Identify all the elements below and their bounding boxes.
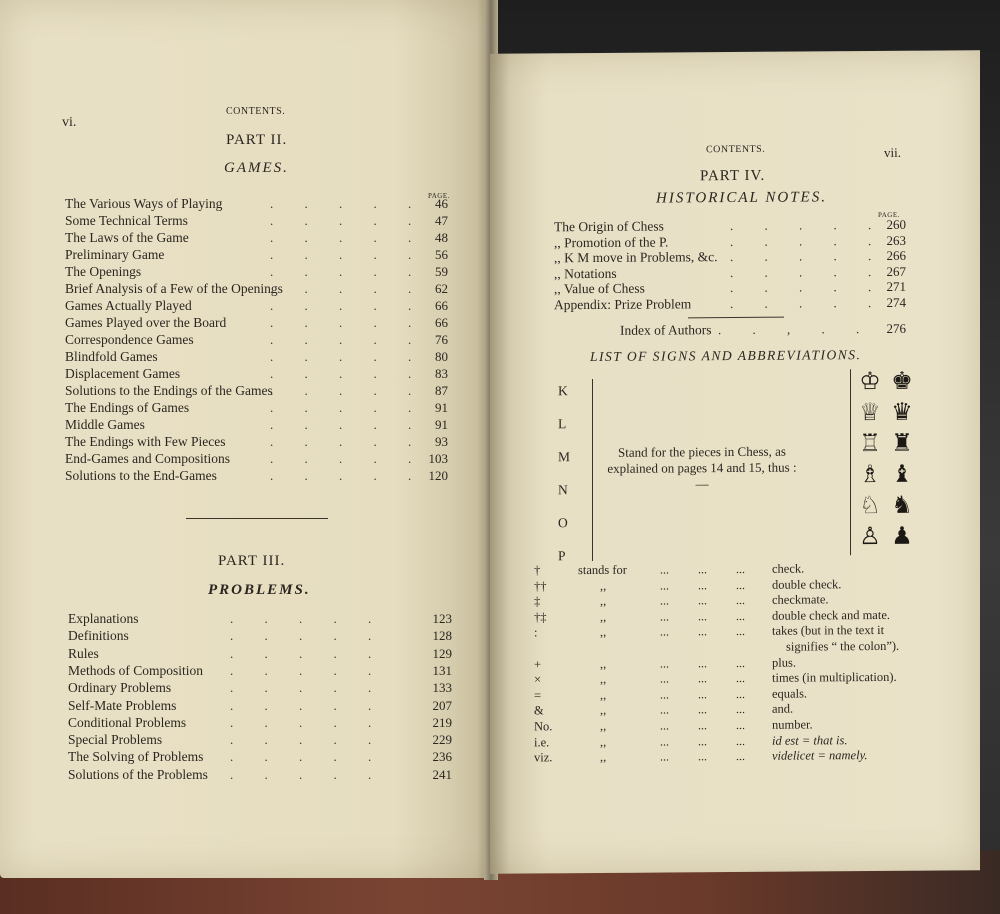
toc-entry-label: Conditional Problems: [68, 714, 187, 730]
toc-leader-dots: . . . . .: [230, 628, 386, 644]
toc-entry-page: 66: [435, 298, 448, 313]
sign-stands-for: ,,: [600, 656, 607, 671]
white-piece-icon: ♙: [859, 523, 881, 551]
toc-entry-page: 56: [435, 247, 448, 262]
toc-entry-page: 229: [432, 732, 452, 748]
pieces-bracket-line: [850, 369, 851, 555]
sign-ellipsis: ...: [736, 608, 745, 623]
toc-leader-dots: . . . . .: [230, 749, 386, 765]
toc-entry-page: 219: [432, 714, 452, 730]
toc-entry-label: ,, Promotion of the P.: [554, 233, 669, 250]
sign-ellipsis: ...: [660, 671, 669, 686]
toc-entry-label: Blindfold Games: [65, 349, 158, 364]
toc-entry-page: 66: [435, 315, 448, 330]
toc-entry-label: Solutions to the Endings of the Games: [65, 383, 273, 398]
sign-ellipsis: ...: [698, 562, 707, 577]
toc-entry-label: Some Technical Terms: [65, 213, 188, 228]
sign-stands-for: ,,: [600, 750, 607, 765]
toc-entry-label: Special Problems: [68, 732, 163, 748]
toc-entry-label: Rules: [68, 645, 99, 661]
toc-entry-label: Solutions of the Problems: [68, 766, 208, 782]
toc-leader-dots: . . . . .: [270, 315, 426, 330]
toc-leader-dots: . . . . .: [270, 298, 426, 313]
sign-meaning: and.: [772, 701, 794, 717]
index-leader-dots: . . , . .: [718, 321, 874, 338]
toc-entry-page: 133: [432, 680, 452, 696]
white-piece-icon: ♘: [859, 492, 881, 520]
sign-symbol: &: [534, 703, 544, 718]
toc-entry-label: ,, Value of Chess: [554, 280, 645, 297]
sign-ellipsis: ...: [660, 702, 669, 717]
sign-ellipsis: ...: [698, 686, 707, 702]
black-piece-icon: ♝: [891, 461, 913, 488]
toc-leader-dots: . . . . .: [230, 645, 386, 661]
piece-letter: M: [558, 449, 571, 465]
toc-leader-dots: . . . . .: [270, 451, 426, 466]
historical-notes-heading: HISTORICAL NOTES.: [656, 189, 827, 207]
black-piece-icon: ♜: [891, 430, 913, 457]
running-header-left: CONTENTS.: [226, 106, 286, 117]
toc-entry-page: 87: [435, 383, 448, 398]
sign-ellipsis: ...: [736, 671, 745, 686]
sign-ellipsis: ...: [698, 702, 707, 717]
index-divider: [688, 317, 784, 319]
toc-leader-dots: . . . . .: [270, 434, 426, 449]
sign-meaning: id est = that is.: [772, 732, 848, 748]
toc-entry-page: 80: [435, 349, 448, 364]
sign-ellipsis: ...: [736, 624, 745, 639]
black-piece-icon: ♛: [891, 399, 913, 426]
toc-entry-label: Self-Mate Problems: [68, 697, 177, 713]
toc-leader-dots: . . . . .: [270, 383, 426, 398]
sign-stands-for: ,,: [600, 687, 607, 702]
sign-ellipsis: ...: [660, 578, 669, 593]
problems-heading: PROBLEMS.: [208, 582, 311, 598]
sign-symbol: †‡: [534, 610, 547, 625]
page-number-right: vii.: [884, 144, 901, 160]
toc-leader-dots: . . . . .: [730, 216, 886, 234]
index-entry-page: 276: [886, 320, 906, 336]
toc-leader-dots: . . . . .: [730, 232, 886, 249]
toc-entry-page: 47: [435, 213, 448, 228]
toc-entry-label: Brief Analysis of a Few of the Openings: [65, 281, 283, 296]
toc-leader-dots: . . . . .: [230, 611, 386, 626]
sign-meaning: signifies “ the colon”).: [786, 638, 900, 654]
sign-stands-for: ,,: [600, 672, 607, 687]
piece-letter: K: [558, 383, 568, 399]
toc-entry-label: Correspondence Games: [65, 332, 194, 347]
toc-entry-page: 260: [886, 216, 906, 232]
sign-ellipsis: ...: [736, 717, 745, 732]
toc-entry-label: The Openings: [65, 264, 142, 279]
sign-stands-for: ,,: [600, 718, 607, 733]
section-divider: [186, 518, 328, 519]
toc-leader-dots: . . . . .: [730, 294, 886, 311]
sign-ellipsis: ...: [736, 733, 745, 748]
sign-meaning: number.: [772, 717, 813, 732]
sign-stands-for: ,,: [600, 578, 607, 593]
sign-symbol: =: [534, 688, 542, 703]
toc-entry-page: 76: [435, 332, 448, 347]
toc-entry-page: 123: [432, 611, 452, 626]
letters-bracket-line: [592, 379, 593, 561]
sign-ellipsis: ...: [698, 608, 707, 624]
toc-entry-page: 83: [435, 366, 448, 381]
page-number-left: vi.: [62, 115, 77, 130]
toc-entry-label: Ordinary Problems: [68, 680, 172, 696]
toc-leader-dots: . . . . .: [730, 247, 886, 265]
toc-entry-label: Explanations: [68, 611, 139, 626]
toc-leader-dots: . . . . .: [270, 230, 426, 245]
sign-ellipsis: ...: [660, 734, 669, 749]
toc-leader-dots: . . . . .: [270, 400, 426, 415]
sign-meaning: double check and mate.: [772, 607, 891, 623]
toc-entry-page: 267: [886, 263, 906, 279]
toc-leader-dots: . . . . .: [230, 732, 386, 748]
sign-stands-for: ,,: [600, 734, 607, 749]
black-piece-icon: ♚: [891, 368, 913, 395]
sign-ellipsis: ...: [736, 561, 745, 576]
toc-entry-page: 46: [435, 196, 448, 211]
toc-leader-dots: . . . . .: [270, 468, 426, 483]
white-piece-icon: ♕: [859, 399, 881, 427]
sign-ellipsis: ...: [698, 718, 707, 733]
toc-entry-page: 207: [432, 697, 452, 713]
toc-entry-label: The Solving of Problems: [68, 749, 204, 765]
white-piece-icon: ♖: [859, 430, 881, 458]
toc-leader-dots: . . . . .: [230, 766, 386, 782]
sign-ellipsis: ...: [698, 749, 707, 764]
toc-entry-label: Games Actually Played: [65, 298, 192, 313]
toc-entry-page: 128: [432, 628, 452, 644]
toc-entry-label: The Origin of Chess: [554, 218, 664, 235]
toc-entry-page: 91: [435, 400, 448, 415]
toc-leader-dots: . . . . .: [270, 196, 426, 211]
toc-leader-dots: . . . . .: [230, 680, 386, 696]
sign-symbol: :: [534, 625, 538, 640]
sign-ellipsis: ...: [660, 656, 669, 671]
sign-ellipsis: ...: [660, 624, 669, 639]
sign-ellipsis: ...: [736, 749, 745, 764]
toc-entry-label: Games Played over the Board: [65, 315, 227, 330]
toc-entry-label: Preliminary Game: [65, 247, 165, 262]
sign-stands-for: ,,: [600, 703, 607, 718]
sign-stands-for: ,,: [600, 609, 607, 624]
sign-ellipsis: ...: [698, 655, 707, 670]
toc-leader-dots: . . . . .: [230, 697, 386, 713]
page-column-label: PAGE.: [428, 192, 450, 200]
sign-meaning: checkmate.: [772, 592, 829, 607]
toc-entry-page: 91: [435, 417, 448, 432]
sign-ellipsis: ...: [736, 702, 745, 717]
toc-entry-page: 93: [435, 434, 448, 449]
sign-meaning: plus.: [772, 655, 796, 670]
sign-symbol: i.e.: [534, 734, 550, 749]
toc-entry-label: Solutions to the End-Games: [65, 468, 217, 483]
sign-ellipsis: ...: [698, 624, 707, 639]
piece-letter: L: [558, 416, 567, 432]
toc-leader-dots: . . . . .: [270, 264, 426, 279]
sign-meaning: double check.: [772, 576, 842, 592]
games-heading: GAMES.: [224, 160, 289, 176]
toc-entry-page: 131: [432, 662, 452, 678]
toc-leader-dots: . . . . .: [270, 366, 426, 381]
sign-stands-for: ,,: [600, 625, 607, 640]
part-ii-title: PART II.: [226, 132, 288, 148]
toc-leader-dots: . . . . .: [270, 247, 426, 262]
toc-entry-label: The Laws of the Game: [65, 230, 189, 245]
toc-leader-dots: . . . . .: [270, 281, 426, 296]
sign-meaning: check.: [772, 561, 805, 576]
toc-entry-label: Appendix: Prize Problem: [554, 295, 692, 312]
toc-leader-dots: . . . . .: [230, 662, 386, 678]
toc-entry-label: The Endings of Games: [65, 400, 190, 415]
black-piece-icon: ♞: [891, 492, 913, 519]
running-header-right: CONTENTS.: [706, 143, 766, 156]
sign-symbol: No.: [534, 719, 553, 734]
toc-entry-page: 236: [432, 749, 452, 765]
sign-ellipsis: ...: [660, 718, 669, 733]
signs-heading: LIST OF SIGNS AND ABBREVIATIONS.: [590, 347, 862, 365]
toc-entry-page: 271: [886, 278, 906, 294]
toc-leader-dots: . . . . .: [270, 332, 426, 347]
toc-entry-page: 59: [435, 264, 448, 279]
sign-stands-for: stands for: [578, 562, 627, 578]
toc-entry-page: 48: [435, 230, 448, 245]
sign-meaning: takes (but in the text it: [772, 623, 885, 639]
toc-entry-label: End-Games and Compositions: [65, 451, 230, 466]
toc-leader-dots: . . . . .: [270, 213, 426, 228]
right-page: [490, 50, 980, 873]
black-piece-icon: ♟: [891, 523, 913, 550]
sign-symbol: ×: [534, 672, 542, 687]
sign-symbol: ‡: [534, 594, 541, 609]
toc-entry-label: Definitions: [68, 628, 129, 644]
sign-ellipsis: ...: [660, 562, 669, 577]
toc-leader-dots: . . . . .: [730, 263, 886, 280]
sign-stands-for: ,,: [600, 594, 607, 609]
toc-leader-dots: . . . . .: [230, 714, 386, 730]
toc-entry-label: Methods of Composition: [68, 662, 204, 678]
toc-entry-label: ,, Notations: [554, 265, 617, 281]
toc-entry-label: The Endings with Few Pieces: [65, 434, 226, 449]
sign-symbol: +: [534, 656, 542, 671]
part-iv-title: PART IV.: [700, 167, 766, 185]
toc-entry-page: 266: [886, 247, 906, 263]
sign-meaning: times (in multiplication).: [772, 670, 897, 685]
left-page: [0, 0, 492, 878]
toc-entry-page: 274: [886, 294, 906, 310]
page-column-label-right: PAGE.: [878, 210, 900, 220]
sign-ellipsis: ...: [660, 609, 669, 624]
toc-leader-dots: . . . . .: [730, 278, 886, 296]
sign-ellipsis: ...: [698, 733, 707, 748]
white-piece-icon: ♗: [859, 461, 881, 489]
toc-entry-label: Middle Games: [65, 417, 145, 432]
toc-entry-label: The Various Ways of Playing: [65, 196, 223, 211]
sign-ellipsis: ...: [698, 671, 707, 686]
sign-symbol: ††: [534, 578, 547, 593]
pieces-explanation: Stand for the pieces in Chess, as explained on pages 14 and 15, thus :—: [607, 443, 797, 492]
piece-letter: P: [558, 548, 566, 564]
toc-entry-page: 103: [428, 451, 448, 466]
toc-entry-page: 120: [428, 468, 448, 483]
piece-letter: O: [558, 515, 568, 531]
sign-ellipsis: ...: [698, 593, 707, 608]
toc-leader-dots: . . . . .: [270, 349, 426, 364]
toc-entry-label: ,, K M move in Problems, &c.: [554, 249, 718, 266]
sign-ellipsis: ...: [736, 593, 745, 608]
piece-letter: N: [558, 482, 568, 498]
toc-entry-page: 263: [886, 232, 906, 248]
toc-entry-page: 62: [435, 281, 448, 296]
sign-symbol: †: [534, 563, 541, 578]
toc-leader-dots: . . . . .: [270, 417, 426, 432]
sign-ellipsis: ...: [660, 687, 669, 702]
toc-entry-page: 129: [432, 645, 452, 661]
sign-ellipsis: ...: [660, 749, 669, 764]
sign-ellipsis: ...: [660, 593, 669, 608]
sign-ellipsis: ...: [736, 577, 745, 592]
sign-ellipsis: ...: [698, 577, 707, 592]
white-piece-icon: ♔: [859, 368, 881, 396]
sign-ellipsis: ...: [736, 655, 745, 670]
index-entry-label: Index of Authors: [620, 322, 712, 338]
sign-meaning: equals.: [772, 686, 808, 701]
sign-meaning: videlicet = namely.: [772, 748, 868, 763]
toc-entry-label: Displacement Games: [65, 366, 181, 381]
toc-entry-page: 241: [432, 766, 452, 782]
sign-ellipsis: ...: [736, 686, 745, 701]
part-iii-title: PART III.: [218, 553, 286, 569]
sign-symbol: viz.: [534, 750, 553, 765]
